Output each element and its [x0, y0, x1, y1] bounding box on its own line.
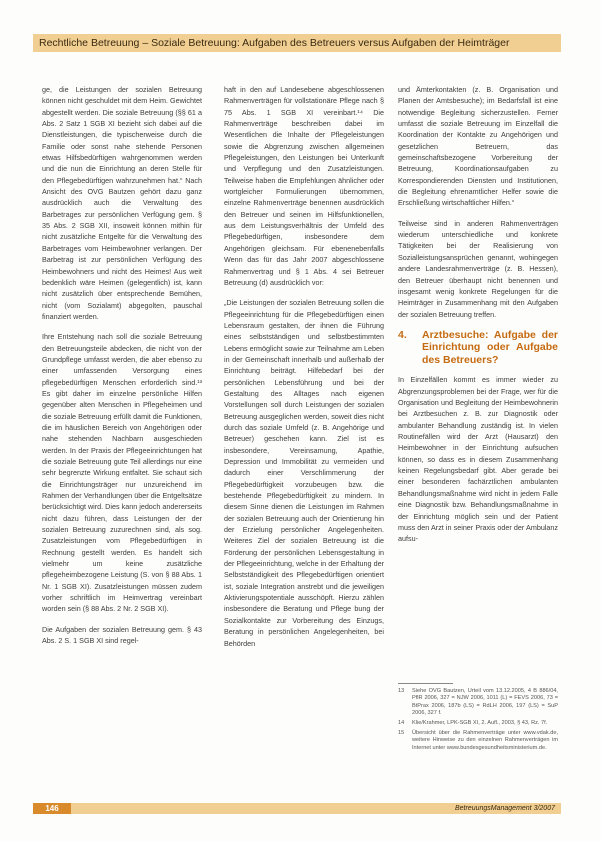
footnote: [398, 720, 558, 727]
running-footer: [33, 803, 561, 814]
paragraph: Teilweise sind in anderen Rahmenverträgen wiederum unterschiedliche und konkrete Tätigkeiten bei der Realisierung von Sozialleistungsansprüchen genannt, wohingegen andere Landesrahmenverträge (z. B. Hessen), den Betreuer überhaupt nicht benennen und insgesamt wenig konkrete Regelungen für die Heimträger in Zusammenhang mit den Aufgaben der sozialen Betreuung treffen.: [398, 218, 558, 319]
footnote-number: 15: [398, 730, 405, 737]
text-column-right: [398, 84, 558, 554]
paragraph: In Einzelfällen kommt es immer wieder zu Abgrenzungsproblemen bei der Frage, wer für die Organisation und Begleitung der Heimbewohnerin bei Arztbesuchen z. B. zur Diagnostik oder ambulanter Behandlung zuständig ist. In vielen Routinefällen wird der Arzt (Hausarzt) den Heimbewohner in der Einrichtung aufsuchen können, so dass es in diesem Zusammenhang keinen Regelungsbedarf gibt. Aber gerade bei einer besonderen fachärztlichen ambulanten Behandlungsmaßnahme wird nicht in jedem Falle eine Diagnostik bzw. Behandlungsmaßnahme in der Einrichtung möglich sein und der Patient muss den Arzt in seiner Praxis oder der Ambulanz aufsu-: [398, 375, 558, 544]
footnote-number: 13: [398, 688, 405, 694]
section-heading: [398, 329, 558, 367]
page-number: 146: [33, 803, 71, 814]
paragraph: ge, die Leistungen der sozialen Betreuung können nicht geschuldet mit dem Heim. Gewichtet abgestellt werden. Die soziale Betreuung (§§ 61 a Abs. 2 Satz 1 SGB XI bezieht sich dabei auf die Dienstleistungen, die typischerweise durch die Familie oder sonst nahe stehende Personen etwas Hilfsbedürftigen wahrgenommen werden und die nun die Einrichtung an deren Stelle für den Pflegebedürftigen wahrzunehmen hat.“ Nach Ansicht des OVG Bautzen gehört dazu ganz ausdrücklich auch die Verwaltung des Barbetrages zur persönlichen Verfügung gem. § 35 Abs. 2 SGB XII, insoweit können mithin für nicht zusätzliche Entgelte für die Verwaltung des Barbetrages vom Heimbewohner verlangen. Der Barbetrag ist zur persönlichen Verfügung des Heimbewohners und nicht des Heimes! Aus weit bedenklich wäre Heimen (gelegentlich) ist, kann nicht zusätzlich über entsprechende Bemühen, nicht (vom Sozialamt) abgegolten, pauschal finanziert werden.: [42, 85, 202, 321]
running-header: [33, 34, 561, 52]
footnote-text: Übersicht über die Rahmenverträge unter www.vdak.de, weitere Hinweise zu den einzelnen Rahmenverträgen im Internet unter www.bundesgesundheitsministerium.de.: [412, 730, 558, 751]
footnote: [398, 730, 558, 752]
section-heading-text: Arztbesuche: Aufgabe der Einrichtung oder Aufgabe des Betreuers?: [422, 328, 558, 366]
section-heading-number: 4.: [398, 328, 407, 341]
quote-paragraph: „Die Leistungen der sozialen Betreuung sollen die Pflegeeinrichtung für die Pflegebedürftigen einen Lebensraum gestalten, der ihnen die Führung eines selbstständigen und selbstbestimmten Lebens ermöglicht sowie zur Teilnahme am Leben in der Gemeinschaft innerhalb und außerhalb der Einrichtung beiträgt. Hilfebedarf bei der persönlichen Lebensführung und bei der Gestaltung des Alltages nach eigenen Vorstellungen soll durch Leistungen der sozialen Betreuung ausgeglichen werden, soweit dies nicht durch das soziale Umfeld (z. B. Angehörige und Betreuer) geschehen kann. Ziel ist es insbesondere, Vereinsamung, Apathie, Depression und Immobilität zu vermeiden und dadurch einer Verschlimmerung der Pflegebedürftigkeit vorzubeugen bzw. die bestehende Pflegebedürftigkeit zu mindern. In diesem Sinne dienen die Leistungen im Rahmen der sozialen Betreuung auch der Orientierung hin der Erzielung persönlicher Angelegenheiten. Weiteres Ziel der sozialen Betreuung ist die Förderung der persönlichen Lebensgestaltung in der Pflegeeinrichtung, welche in der Erhaltung der Selbstständigkeit des Pflegebedürftigen orientiert ist, soziale Integration anstrebt und die jeweiligen Aktivierungspotentiale ausschöpft. Hierzu zählen insbesondere die Beratung und Pflege bung der Sozialkontakte zur Vorbereitung des Einzugs, Beratung in persönlichen Angelegenheiten, bei Behörden: [224, 298, 384, 648]
running-header-title: Rechtliche Betreuung – Soziale Betreuung: Aufgaben des Betreuers versus Aufgaben der Heimträger: [39, 37, 510, 49]
paragraph: Die Aufgaben der sozialen Betreuung gem. § 43 Abs. 2 S. 1 SGB XI sind regel-: [42, 624, 202, 646]
footnote-text: Klie/Krahmer, LPK-SGB XI, 2. Aufl., 2003, § 43, Rz. 7f.: [412, 720, 548, 727]
paragraph: Ihre Entstehung nach soll die soziale Betreuung den Betreuungsteile abdecken, die nicht von der Grundpflege umfasst werden, die aber ebenso zu einer umfassenden Versorgung eines pflegebedürftigen Menschen erforderlich sind.¹³ Es gibt daher im einzelne persönliche Hilfen gegenüber alten Menschen in Pflegeheimen und die soziale Betreuung erfüllt damit die Funktionen, die im häuslichen Bereich von Angehörigen oder nahe stehenden Nachbarn ausgeschieden werden. In der Praxis der Pflegeeinrichtungen hat die soziale Betreuung gute Teil allerdings nur eine sehr begrenzte Wirkung entfaltet. Sie schaut sich die Einrichtungsträger nur unzureichend im Rahmen der Verhandlungen über die Entgeltsätze berücksichtigt wird. Dies kann jedoch andererseits nicht dazu führen, dass Leistungen der der sozialen Betreuung zuzurechnen sind, als sog. Zusatzleistungen vom Pflegebedürftigen in Rechnung gestellt werden. Es handelt sich vielmehr um keine zusätzliche pflegeheimbezogene Leistung (S. von § 88 Abs. 1 Nr. 1 SGB XI). Zusatzleistungen müssen zudem vorher schriftlich im Heimvertrag vereinbart worden sein (§ 88 Abs. 2 Nr. 2 SGB XI).: [42, 332, 202, 614]
footnote: [398, 688, 558, 718]
text-column-left: [42, 84, 202, 656]
journal-name: BetreuungsManagement 3/2007: [454, 805, 555, 812]
footnote-text: Siehe OVG Bautzen, Urteil vom 13.12.2005, 4 B 886/04, PflR 2006, 327 = NJW 2006, 1011 (L) = FEVS 2006, 73 = BtPrax 2006, 187b (LS) = RdLH 2006, 197 (LS) = SuP 2006, 327 f.: [412, 688, 558, 717]
quote-paragraph: und Ämterkontakten (z. B. Organisation und Planen der Amtsbesuche); im Bedarfsfall ist eine notwendige Begleitung sicherzustellen. Ferner umfasst die soziale Betreuung im Einzelfall die Koordination der Kontakte zu Angehörigen und gesetzlichen Betreuern, das gemeinschaftsbezogene Vorbereitung der Betreuung, Koordinationsaufgaben zu Korrespondierenden Diensten und Institutionen, die Begleitung ehrenamtlicher Helfer sowie die Erschließung wirtschaftlicher Hilfen.“: [398, 85, 558, 208]
footnote-number: 14: [398, 720, 405, 727]
footnote-rule: [398, 683, 453, 684]
footnotes: [398, 683, 558, 755]
text-column-middle: [224, 84, 384, 658]
paragraph: haft in den auf Landesebene abgeschlossenen Rahmenverträgen für vollstationäre Pflege nach § 75 Abs. 1 SGB XI vereinbart.¹⁴ Die Rahmenverträge beschreiben dabei im Wesentlichen die Inhalte der Pflegeleistungen sowie die Abgrenzung zwischen allgemeinen Pflegeleistungen, den Leistungen bei Unterkunft und Verpflegung und den Zusatzleistungen. Teilweise haben die Empfehlungen ähnlicher oder wortgleicher Formulierungen übernommen, einzelne Rahmenverträge benennen ausdrücklich den Betreuer und seinen im Hilfsfunktionellen, aus dem Leistungsverhältnis der Umfeld des Pflegebedürftigen, insbesondere dem Angehörigen gleichsam. Für ebenenebenfalls Wenn das für das Jahr 2007 abgeschlossene Rahmenvertrag und § 1 Abs. 4 sei Betreuer Betreuung (d) ausdrücklich vor:: [224, 85, 384, 287]
